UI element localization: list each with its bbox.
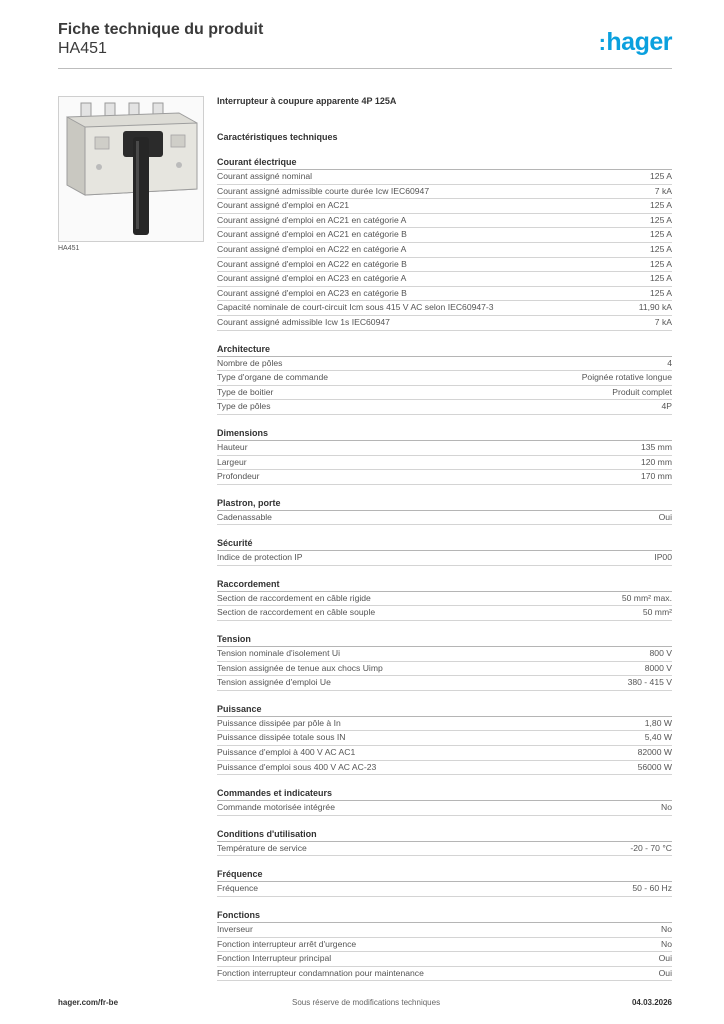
spec-section: [217, 578, 672, 621]
spec-row: [217, 316, 672, 331]
product-reference: HA451: [58, 40, 107, 57]
spec-row: [217, 357, 672, 372]
spec-row: [217, 551, 672, 566]
spec-label: Courant assigné d'emploi en AC21 en catégorie A: [217, 214, 407, 225]
spec-row: [217, 842, 672, 857]
spec-row: [217, 228, 672, 243]
spec-label: Courant assigné admissible Icw 1s IEC60947: [217, 316, 390, 327]
spec-value: 4P: [661, 401, 672, 412]
spec-row: [217, 386, 672, 401]
spec-row: [217, 952, 672, 967]
spec-label: Puissance d'emploi à 400 V AC AC1: [217, 747, 356, 758]
spec-section: [217, 828, 672, 857]
spec-value: 125 A: [650, 229, 672, 240]
product-name: Interrupteur à coupure apparente 4P 125A: [217, 96, 397, 106]
spec-section: [217, 633, 672, 691]
spec-row: [217, 662, 672, 677]
logo-text: hager: [606, 28, 672, 56]
section-heading: Plastron, porte: [217, 497, 672, 511]
footer-disclaimer: Sous réserve de modifications techniques: [292, 998, 441, 1007]
spec-sections: [217, 156, 672, 981]
section-heading: Architecture: [217, 343, 672, 357]
spec-row: [217, 647, 672, 662]
spec-row: [217, 243, 672, 258]
section-heading: Fonctions: [217, 909, 672, 923]
hager-logo: [599, 28, 672, 57]
spec-row: [217, 400, 672, 415]
spec-section: [217, 868, 672, 897]
spec-row: [217, 185, 672, 200]
spec-value: -20 - 70 °C: [630, 842, 672, 853]
spec-row: [217, 938, 672, 953]
spec-label: Indice de protection IP: [217, 552, 303, 563]
spec-section: [217, 703, 672, 775]
spec-value: 11,90 kA: [638, 302, 672, 313]
spec-value: 170 mm: [640, 471, 672, 482]
spec-value: 125 A: [650, 171, 672, 181]
spec-label: Section de raccordement en câble souple: [217, 607, 376, 618]
spec-section: [217, 343, 672, 415]
section-heading: Conditions d'utilisation: [217, 828, 672, 842]
spec-value: 125 A: [650, 200, 672, 211]
spec-label: Fréquence: [217, 883, 259, 894]
spec-label: Type d'organe de commande: [217, 372, 329, 383]
spec-row: [217, 746, 672, 761]
spec-value: 800 V: [649, 648, 672, 659]
spec-section: [217, 537, 672, 566]
spec-label: Puissance dissipée par pôle à In: [217, 717, 341, 728]
spec-value: Produit complet: [612, 386, 672, 397]
spec-value: 8000 V: [644, 662, 672, 673]
spec-section: [217, 787, 672, 816]
spec-row: [217, 214, 672, 229]
section-heading: Commandes et indicateurs: [217, 787, 672, 801]
technical-characteristics-heading: Caractéristiques techniques: [217, 132, 338, 142]
spec-row: [217, 456, 672, 471]
spec-label: Inverseur: [217, 924, 253, 934]
spec-value: 4: [667, 357, 672, 368]
spec-label: Commande motorisée intégrée: [217, 802, 335, 813]
spec-value: 82000 W: [637, 747, 672, 758]
switch-disconnector-illustration: [59, 97, 203, 241]
spec-row: [217, 371, 672, 386]
spec-row: [217, 761, 672, 776]
spec-value: No: [661, 924, 672, 934]
spec-row: [217, 717, 672, 732]
spec-value: 56000 W: [637, 761, 672, 772]
spec-value: Poignée rotative longue: [581, 372, 672, 383]
logo-colon: :: [598, 30, 606, 55]
spec-label: Nombre de pôles: [217, 357, 283, 368]
section-heading: Tension: [217, 633, 672, 647]
spec-section: [217, 497, 672, 526]
spec-value: 50 mm² max.: [621, 592, 672, 603]
spec-label: Puissance d'emploi sous 400 V AC AC-23: [217, 761, 377, 772]
spec-value: 1,80 W: [644, 717, 672, 728]
spec-label: Puissance dissipée totale sous IN: [217, 732, 346, 743]
spec-label: Fonction interrupteur condamnation pour maintenance: [217, 967, 424, 978]
spec-row: [217, 441, 672, 456]
section-heading: Dimensions: [217, 427, 672, 441]
spec-label: Profondeur: [217, 471, 260, 482]
spec-value: Oui: [658, 953, 672, 964]
section-heading: Courant électrique: [217, 156, 672, 170]
spec-label: Courant assigné nominal: [217, 171, 313, 181]
spec-value: 125 A: [650, 287, 672, 298]
spec-label: Tension nominale d'isolement Ui: [217, 648, 340, 659]
spec-value: 50 - 60 Hz: [632, 883, 672, 894]
spec-value: Oui: [658, 511, 672, 522]
spec-label: Température de service: [217, 842, 307, 853]
spec-row: [217, 592, 672, 607]
spec-label: Courant assigné d'emploi en AC21: [217, 200, 350, 211]
spec-row: [217, 882, 672, 897]
spec-section: [217, 909, 672, 981]
spec-label: Courant assigné d'emploi en AC23 en catégorie A: [217, 273, 407, 284]
spec-value: 135 mm: [640, 441, 672, 452]
spec-label: Tension assignée de tenue aux chocs Uimp: [217, 662, 383, 673]
spec-label: Cadenassable: [217, 511, 272, 522]
spec-row: [217, 923, 672, 938]
spec-label: Fonction Interrupteur principal: [217, 953, 332, 964]
footer-date: 04.03.2026: [631, 998, 672, 1007]
header-divider: [58, 68, 672, 69]
section-heading: Raccordement: [217, 578, 672, 592]
spec-row: [217, 731, 672, 746]
product-image: [58, 96, 204, 242]
spec-label: Courant assigné d'emploi en AC22 en catégorie B: [217, 258, 407, 269]
spec-row: [217, 676, 672, 691]
spec-value: 380 - 415 V: [627, 677, 672, 688]
spec-value: 5,40 W: [644, 732, 672, 743]
spec-value: 120 mm: [640, 456, 672, 467]
spec-label: Tension assignée d'emploi Ue: [217, 677, 331, 688]
spec-row: [217, 606, 672, 621]
spec-label: Courant assigné admissible courte durée Icw IEC60947: [217, 185, 430, 196]
spec-value: IP00: [654, 552, 672, 563]
document-header: [58, 20, 263, 58]
spec-row: [217, 511, 672, 526]
spec-label: Capacité nominale de court-circuit Icm sous 415 V AC selon IEC60947-3: [217, 302, 494, 313]
spec-label: Courant assigné d'emploi en AC21 en catégorie B: [217, 229, 407, 240]
spec-row: [217, 272, 672, 287]
spec-value: 125 A: [650, 214, 672, 225]
footer-website[interactable]: hager.com/fr-be: [58, 998, 119, 1007]
spec-value: 50 mm²: [642, 607, 672, 618]
spec-row: [217, 258, 672, 273]
section-heading: Sécurité: [217, 537, 672, 551]
spec-label: Courant assigné d'emploi en AC23 en catégorie B: [217, 287, 407, 298]
spec-value: 7 kA: [654, 185, 672, 196]
image-caption: HA451: [58, 245, 80, 252]
spec-value: 7 kA: [654, 316, 672, 327]
spec-label: Type de pôles: [217, 401, 271, 412]
spec-label: Largeur: [217, 456, 247, 467]
spec-row: [217, 967, 672, 982]
spec-value: 125 A: [650, 258, 672, 269]
spec-value: Oui: [658, 967, 672, 978]
spec-section: [217, 156, 672, 331]
spec-row: [217, 199, 672, 214]
spec-value: 125 A: [650, 273, 672, 284]
specifications: [217, 94, 672, 981]
document-title: Fiche technique du produit: [58, 21, 264, 38]
spec-row: [217, 301, 672, 316]
section-heading: Fréquence: [217, 868, 672, 882]
spec-value: 125 A: [650, 243, 672, 254]
spec-value: No: [661, 938, 672, 949]
spec-label: Fonction interrupteur arrêt d'urgence: [217, 938, 357, 949]
spec-label: Courant assigné d'emploi en AC22 en catégorie A: [217, 243, 407, 254]
spec-row: [217, 170, 672, 185]
spec-row: [217, 287, 672, 302]
spec-row: [217, 801, 672, 816]
section-heading: Puissance: [217, 703, 672, 717]
spec-label: Type de boitier: [217, 386, 274, 397]
spec-value: No: [661, 802, 672, 813]
spec-section: [217, 427, 672, 485]
spec-row: [217, 470, 672, 485]
spec-label: Section de raccordement en câble rigide: [217, 592, 371, 603]
spec-label: Hauteur: [217, 441, 248, 452]
